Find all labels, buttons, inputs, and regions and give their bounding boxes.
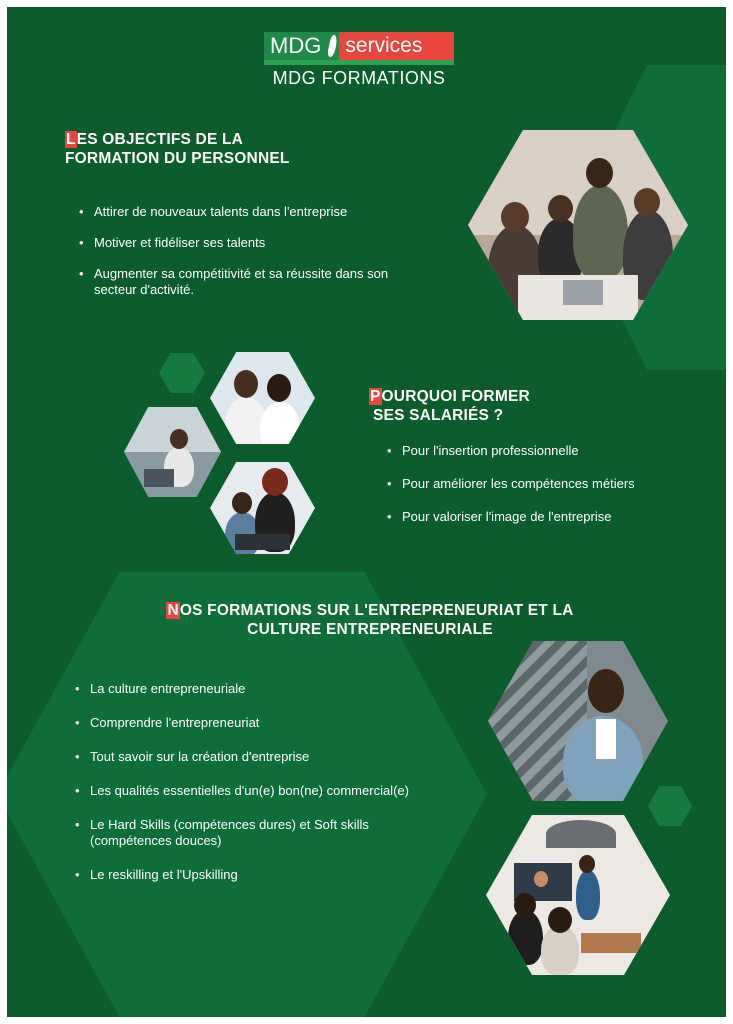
- section-objectifs-title: [65, 130, 290, 168]
- title-line-1: ES OBJECTIFS DE LA: [76, 131, 244, 148]
- list-item: • Le reskilling et l'Upskilling: [75, 867, 435, 883]
- flyer-page: [7, 7, 726, 1017]
- logo-brand: MDG: [264, 32, 327, 60]
- list-item: • Pour valoriser l'image de l'entreprise: [387, 509, 687, 525]
- title-line-2: CULTURE ENTREPRENEURIALE: [247, 621, 493, 638]
- list-item: • Motiver et fidéliser ses talents: [79, 235, 414, 251]
- formations-list: [75, 681, 435, 883]
- office-work-photo: [124, 407, 221, 497]
- pourquoi-list: [387, 443, 687, 525]
- logo-services: services: [339, 32, 454, 60]
- list-item: • Attirer de nouveaux talents dans l'entreprise: [79, 204, 414, 220]
- title-initial: L: [66, 131, 76, 148]
- mdg-logo: [264, 32, 454, 89]
- logo-stripe: [264, 60, 454, 65]
- businessman-photo: [488, 641, 668, 801]
- list-item: • Pour améliorer les compétences métiers: [387, 476, 687, 492]
- logo-subtitle: MDG FORMATIONS: [272, 68, 446, 88]
- colleagues-laptop-photo: [210, 462, 315, 554]
- list-item: • Le Hard Skills (compétences dures) et Soft skills (compétences douces): [75, 817, 435, 849]
- title-initial: P: [370, 388, 381, 405]
- title-initial: N: [167, 602, 179, 619]
- list-item: • Comprendre l'entrepreneuriat: [75, 715, 435, 731]
- madagascar-map-icon: [327, 32, 339, 60]
- section-formations-title: [135, 601, 605, 639]
- list-item: • La culture entrepreneuriale: [75, 681, 435, 697]
- title-line-2: FORMATION DU PERSONNEL: [65, 150, 290, 167]
- objectifs-list: [79, 204, 414, 298]
- section-pourquoi-title: [369, 387, 530, 425]
- logo-banner: [264, 32, 454, 60]
- title-line-1: OURQUOI FORMER: [381, 388, 530, 405]
- list-item: • Pour l'insertion professionnelle: [387, 443, 687, 459]
- decorative-hexagon: [648, 786, 692, 826]
- title-line-2: SES SALARIÉS ?: [373, 407, 504, 424]
- title-line-1: OS FORMATIONS SUR L'ENTREPRENEURIAT ET LA: [179, 602, 574, 619]
- presentation-room-photo: [486, 815, 670, 975]
- decorative-hexagon: [159, 353, 205, 393]
- list-item: • Les qualités essentielles d'un(e) bon(ne) commercial(e): [75, 783, 435, 799]
- list-item: • Augmenter sa compétitivité et sa réussite dans son secteur d'activité.: [79, 266, 414, 298]
- list-item: • Tout savoir sur la création d'entreprise: [75, 749, 435, 765]
- business-couple-photo: [210, 352, 315, 444]
